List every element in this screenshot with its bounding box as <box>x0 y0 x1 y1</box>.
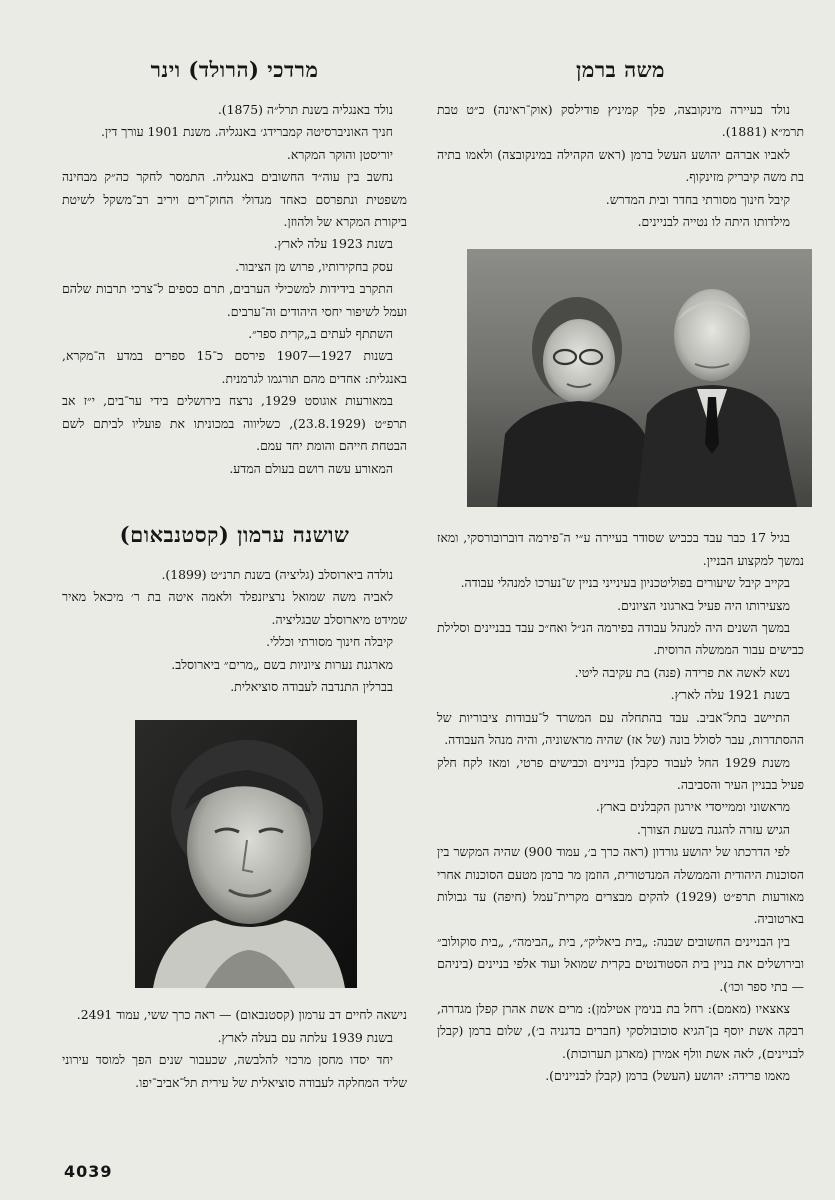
paragraph: צאצאיו (מאמם): רחל בת בנימין אטילמן): מרים אשת אהרן קפלן מגדרה, רבקה אשת יוסף בן־הגיא סוכובולסקי (חברים בדגניה ב׳), שלום ברמן (קבלן לבניינים), לאה אשת וולף אמירן (מארגן תערוכות). <box>437 1000 804 1061</box>
portrait-couple-image <box>467 249 812 507</box>
section-spacer <box>62 480 407 520</box>
page-number: 4039 <box>64 1162 113 1181</box>
paragraph: לפי הדרכתו של יהושע גורדון (ראה כרך ב׳, עמוד 900) שהיה המקשר בין הסוכנות היהודית והממשלה המנדטורית, הוזמן מר ברמן מטעם הסוכנות אחרי מאורעות תרפ״ט (1929) להקים מבצרים מקרית־עמל (חיפה) עד גבולות בארטוביה. <box>437 844 804 927</box>
paragraph: בשנת 1923 עלה לארץ. <box>273 236 393 252</box>
paragraph: קיבלה חינוך מסורתי וכללי. <box>266 634 393 650</box>
heading-shoshana-armon: שושנה ערמון (קסטנבאום) <box>119 521 350 547</box>
paragraph: הגיש עזרה להגנה בשעת הצורך. <box>636 821 790 837</box>
heading-mordechai-weiner: מרדכי (הרולד) וינר <box>150 57 319 82</box>
paragraph: מארגנת נערות ציוניות בשם „מרים״ ביארוסלב. <box>171 656 393 672</box>
paragraph: לאביה משה שמואל נרציזנפלד ולאמה איטה בת ר׳ מיכאל מאיר שמידט מיארוסלב שבגליציה. <box>62 589 407 627</box>
paragraph: מצעירותו היה פעיל בארגוני הציונים. <box>617 597 790 613</box>
paragraph: בקייב קיבל שיעורים בפוליטכניון בעינייני בניין ש־נערכו למנהלי עבודה. <box>460 575 790 591</box>
paragraph: השתתף לעתים ב„קרית ספר״. <box>248 326 393 342</box>
paragraph: חניך האוניברסיטה קמברידג׳ באנגליה. משנת 1901 עורך דין. <box>101 124 393 140</box>
paragraph: יחד יסדו מחסן מרכזי להלבשה, שכעבור שנים הפך למוסד עירוני שליד המחלקה לעבודה סוציאלית של עירית תל־אביב־יפו. <box>62 1052 407 1090</box>
paragraph: נחשב בין עוה״ד החשובים באנגליה. התמסר לחקר כה״ק מבחינה משפטית ונתפרסם כאחד מגדולי החוק־רים ויריב רב־משקל לשיטת ביקורת המקרא של ולהוזן. <box>62 169 407 230</box>
portrait-woman-image <box>135 720 357 988</box>
paragraph: קיבל חינוך מסורתי בחדר ובית המדרש. <box>605 191 790 207</box>
paragraph: בשנות 1927—1907 פירסם כ־15 ספרים במדע ה־מקרא, באנגלית: אחדים מהם תורגמו לגרמנית. <box>62 348 407 386</box>
heading-moshe-berman: משה ברמן <box>576 57 665 82</box>
paragraph: במשך השנים היה למנהל עבודה בפירמה הנ״ל ואח״כ עבד בבניינים וסלילת כבישים עבור הממשלה הרוסית. <box>437 620 804 658</box>
paragraph: מאמו פרידה: יהושע (העשל) ברמן (קבלן לבניינים). <box>545 1068 790 1084</box>
paragraph: נולד בעיירה מינקובצה, פלך קמיניץ פודילסק (אוק־ראינה) כ״ט טבת תרמ״א (1881). <box>437 102 804 140</box>
paragraph: בין הבניינים החשובים שבנה: „בית ביאליק״, בית „הבימה״, „בית סוקולוב״ ובירושלים את בניין בית הסטודנטים בקרית שמואל ועוד אלפי בניינים (ביניהם — בתי ספר וכו׳). <box>437 933 804 994</box>
paragraph: לאביו אברהם יהושע העשל ברמן (ראש הקהילה במינקובצה) ולאמו בתיה בת משה קיבריק מזינקוף. <box>437 146 804 185</box>
paragraph: יוריסטן והוקר המקרא. <box>286 146 393 162</box>
paragraph: במאורעות אוגוסט 1929, נרצח בירושלים בידי ער־בים, י״ז אב תרפ״ט (23.8.1929), כשליווה במכוניתו את פועליו לביתם לשם הבטחת חייהם והומת יחד עמם. <box>62 393 407 454</box>
paragraph: התיישב בתל־אביב. עבד בהתחלה עם המשרד ל־עבודות ציבוריות של ההסתדרות, עבר לסולל בונה (של אז) שהיה מראשוניה, והיה מנהל העבודה. <box>437 709 804 748</box>
paragraph: מילדותו היתה לו נטייה לבניינים. <box>637 214 790 230</box>
paragraph: עסק בחקירותיו, פרוש מן הציבור. <box>235 258 393 274</box>
paragraph: התקרב בידידות למשכילי הערבים, תרם כספים ל־צרכי תרבות שלהם ועמל לשיפור יחסי היהודים וה־ערבים. <box>62 281 407 319</box>
paragraph: נולדה ביארוסלב (גליציה) בשנת תרנ״ט (1899). <box>161 566 393 582</box>
biography-moshe-berman <box>437 55 804 1088</box>
paragraph: נישאה לחיים דב ערמון (קסטנבאום) — ראה כרך ששי, עמוד 2491. <box>76 1007 407 1023</box>
biography-column-left <box>62 55 407 1094</box>
paragraph: נשא לאשה את פרידה (פנה) בת עקיבה ליטי. <box>574 664 790 680</box>
paragraph: מראשוני וממייסדי אירגון הקבלנים בארץ. <box>595 799 790 815</box>
paragraph: בשנת 1921 עלה לארץ. <box>670 687 790 703</box>
paragraph: בגיל 17 כבר עבד בכביש שסודר בעיירה ע״י ה־פירמה דוברובורסקי, ומאז נמשך למקצוע הבניין. <box>437 530 804 568</box>
paragraph: בברלין התנדבה לעבודה סוציאלית. <box>230 678 393 694</box>
paragraph: בשנת 1939 עלתה עם בעלה לארץ. <box>217 1029 393 1045</box>
portrait-photo-couple <box>467 249 812 507</box>
paragraph: משנת 1929 החל לעבוד כקבלן בניינים וכבישים פרטי, ומאז לקח חלק פעיל בבניין העיר והסביבה. <box>437 754 804 792</box>
paragraph: נולד באנגליה בשנת תרל״ה (1875). <box>217 102 393 117</box>
paragraph: המאורע עשה רושם בעולם המדע. <box>229 460 393 476</box>
portrait-photo-woman <box>135 720 357 988</box>
